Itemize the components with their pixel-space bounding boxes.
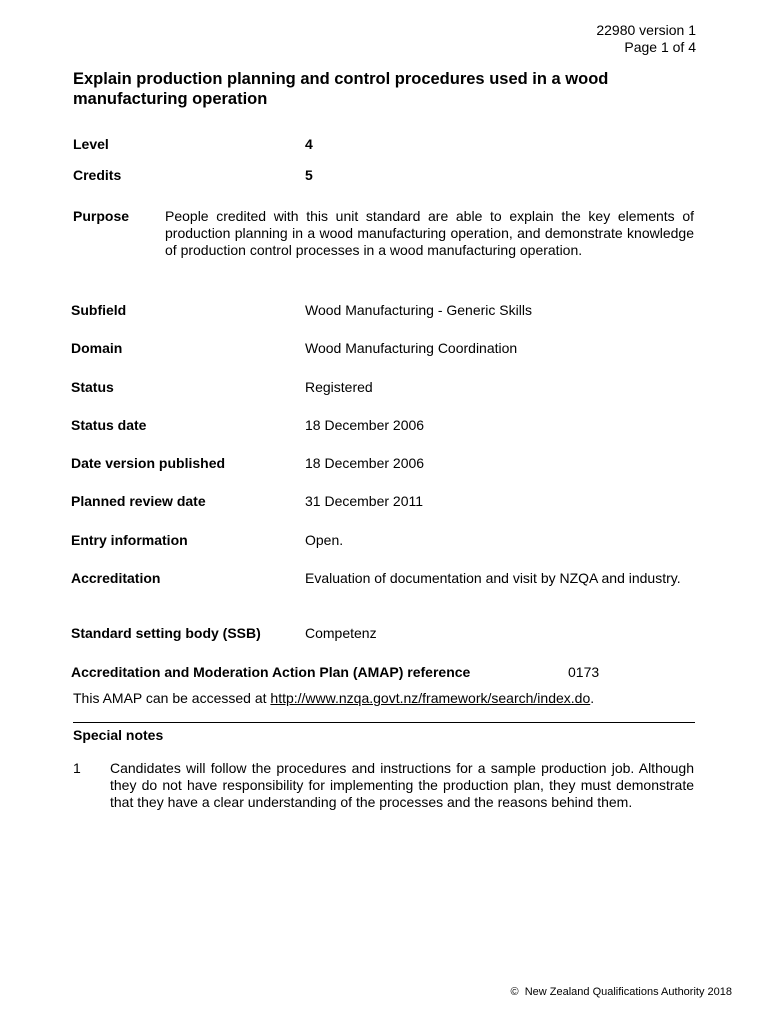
subfield-label: Subfield [71,302,127,318]
planned-review-date-value: 31 December 2011 [305,493,424,509]
amap-label: Accreditation and Moderation Action Plan (AMAP) reference [71,664,471,680]
accreditation-value: Evaluation of documentation and visit by NZQA and industry. [305,570,681,586]
status-value: Registered [305,379,373,395]
purpose-text: People credited with this unit standard are able to explain the key elements of production planning in a wood manufacturing operation, and demonstrate knowledge of production control processes in a wood manufacturing operation. [165,208,694,258]
credits-label: Credits [73,167,122,183]
entry-information-value: Open. [305,532,344,548]
purpose-label: Purpose [73,208,130,224]
status-label: Status [71,379,114,395]
ssb-label: Standard setting body (SSB) [71,625,261,641]
date-version-published-label: Date version published [71,455,226,471]
amap-link[interactable]: http://www.nzqa.govt.nz/framework/search/index.do [270,690,591,706]
domain-value: Wood Manufacturing Coordination [305,340,518,356]
credits-value: 5 [305,167,313,183]
amap-access-suffix: . [590,690,595,706]
special-notes-heading: Special notes [73,727,164,743]
page-header [596,22,696,56]
page-footer [510,986,732,998]
copyright-icon: © [510,986,519,998]
date-version-published-value: 18 December 2006 [305,455,425,471]
note-number: 1 [73,760,81,776]
section-divider [73,722,695,723]
version-label: 22980 version 1 [596,22,696,38]
amap-access-prefix: This AMAP can be accessed at [73,690,271,706]
level-value: 4 [305,136,313,152]
subfield-value: Wood Manufacturing - Generic Skills [305,302,532,318]
domain-label: Domain [71,340,123,356]
level-label: Level [73,136,109,152]
document-title: Explain production planning and control procedures used in a wood manufacturing operation [73,70,609,108]
amap-code: 0173 [568,664,600,680]
page-number: Page 1 of 4 [624,39,696,55]
planned-review-date-label: Planned review date [71,493,206,509]
accreditation-label: Accreditation [71,570,161,586]
status-date-value: 18 December 2006 [305,417,425,433]
ssb-value: Competenz [305,625,377,641]
note-text: Candidates will follow the procedures and instructions for a sample production job. Although they do not have responsibility for implementing the production plan, they must demonstrate that they have a clear understanding of the processes and the reasons behind them. [110,760,694,810]
status-date-label: Status date [71,417,147,433]
entry-information-label: Entry information [71,532,188,548]
amap-access-line [73,690,594,706]
footer-text: New Zealand Qualifications Authority 2018 [524,986,732,998]
